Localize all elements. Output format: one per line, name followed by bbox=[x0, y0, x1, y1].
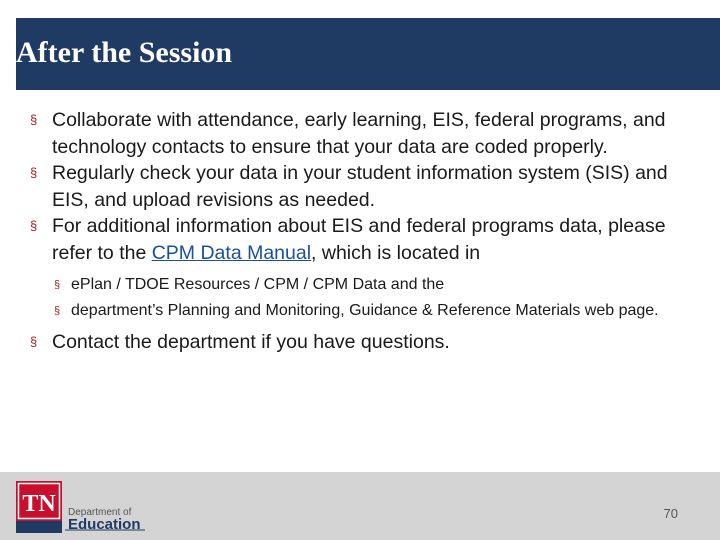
svg-text:Department of: Department of bbox=[68, 507, 132, 518]
bullet-item bbox=[30, 160, 670, 213]
bullet-item bbox=[30, 107, 670, 160]
svg-text:TN: TN bbox=[22, 491, 56, 517]
bullet-text: Regularly check your data in your student information system (SIS) and EIS, and upload revisions as needed. bbox=[52, 162, 668, 211]
bullet-item bbox=[30, 213, 670, 266]
bullet-marker-icon: § bbox=[54, 305, 61, 317]
footer-band bbox=[0, 472, 720, 540]
svg-text:Education: Education bbox=[68, 516, 141, 533]
bullet-marker-icon: § bbox=[54, 279, 61, 291]
bullet-marker-icon: § bbox=[30, 334, 38, 349]
slide-content bbox=[30, 107, 670, 356]
sub-bullet-item bbox=[54, 301, 670, 321]
bullet-text: For additional information about EIS and federal programs data, please refer to the bbox=[52, 215, 666, 264]
bullet-text: , which is located in bbox=[311, 241, 481, 264]
cpm-data-manual-link[interactable]: CPM Data Manual bbox=[151, 241, 312, 264]
tn-department-of-education-logo bbox=[16, 481, 152, 533]
sub-bullet-text: department’s Planning and Monitoring, Guidance & Reference Materials web page. bbox=[71, 302, 659, 319]
sub-bullet-item bbox=[54, 275, 670, 295]
bullet-marker-icon: § bbox=[30, 165, 38, 180]
bullet-item bbox=[30, 329, 670, 356]
sub-bullet-list bbox=[30, 275, 670, 321]
bullet-text: Contact the department if you have questions. bbox=[52, 331, 450, 353]
bullet-marker-icon: § bbox=[30, 112, 38, 127]
page-number: 70 bbox=[663, 506, 678, 521]
sub-bullet-text: ePlan / TDOE Resources / CPM / CPM Data and the bbox=[71, 276, 445, 293]
bullet-text: Collaborate with attendance, early learning, EIS, federal programs, and technology contacts to ensure that your data are coded properly. bbox=[52, 109, 666, 158]
slide-title: After the Session bbox=[16, 36, 233, 69]
bullet-marker-icon: § bbox=[30, 218, 38, 233]
